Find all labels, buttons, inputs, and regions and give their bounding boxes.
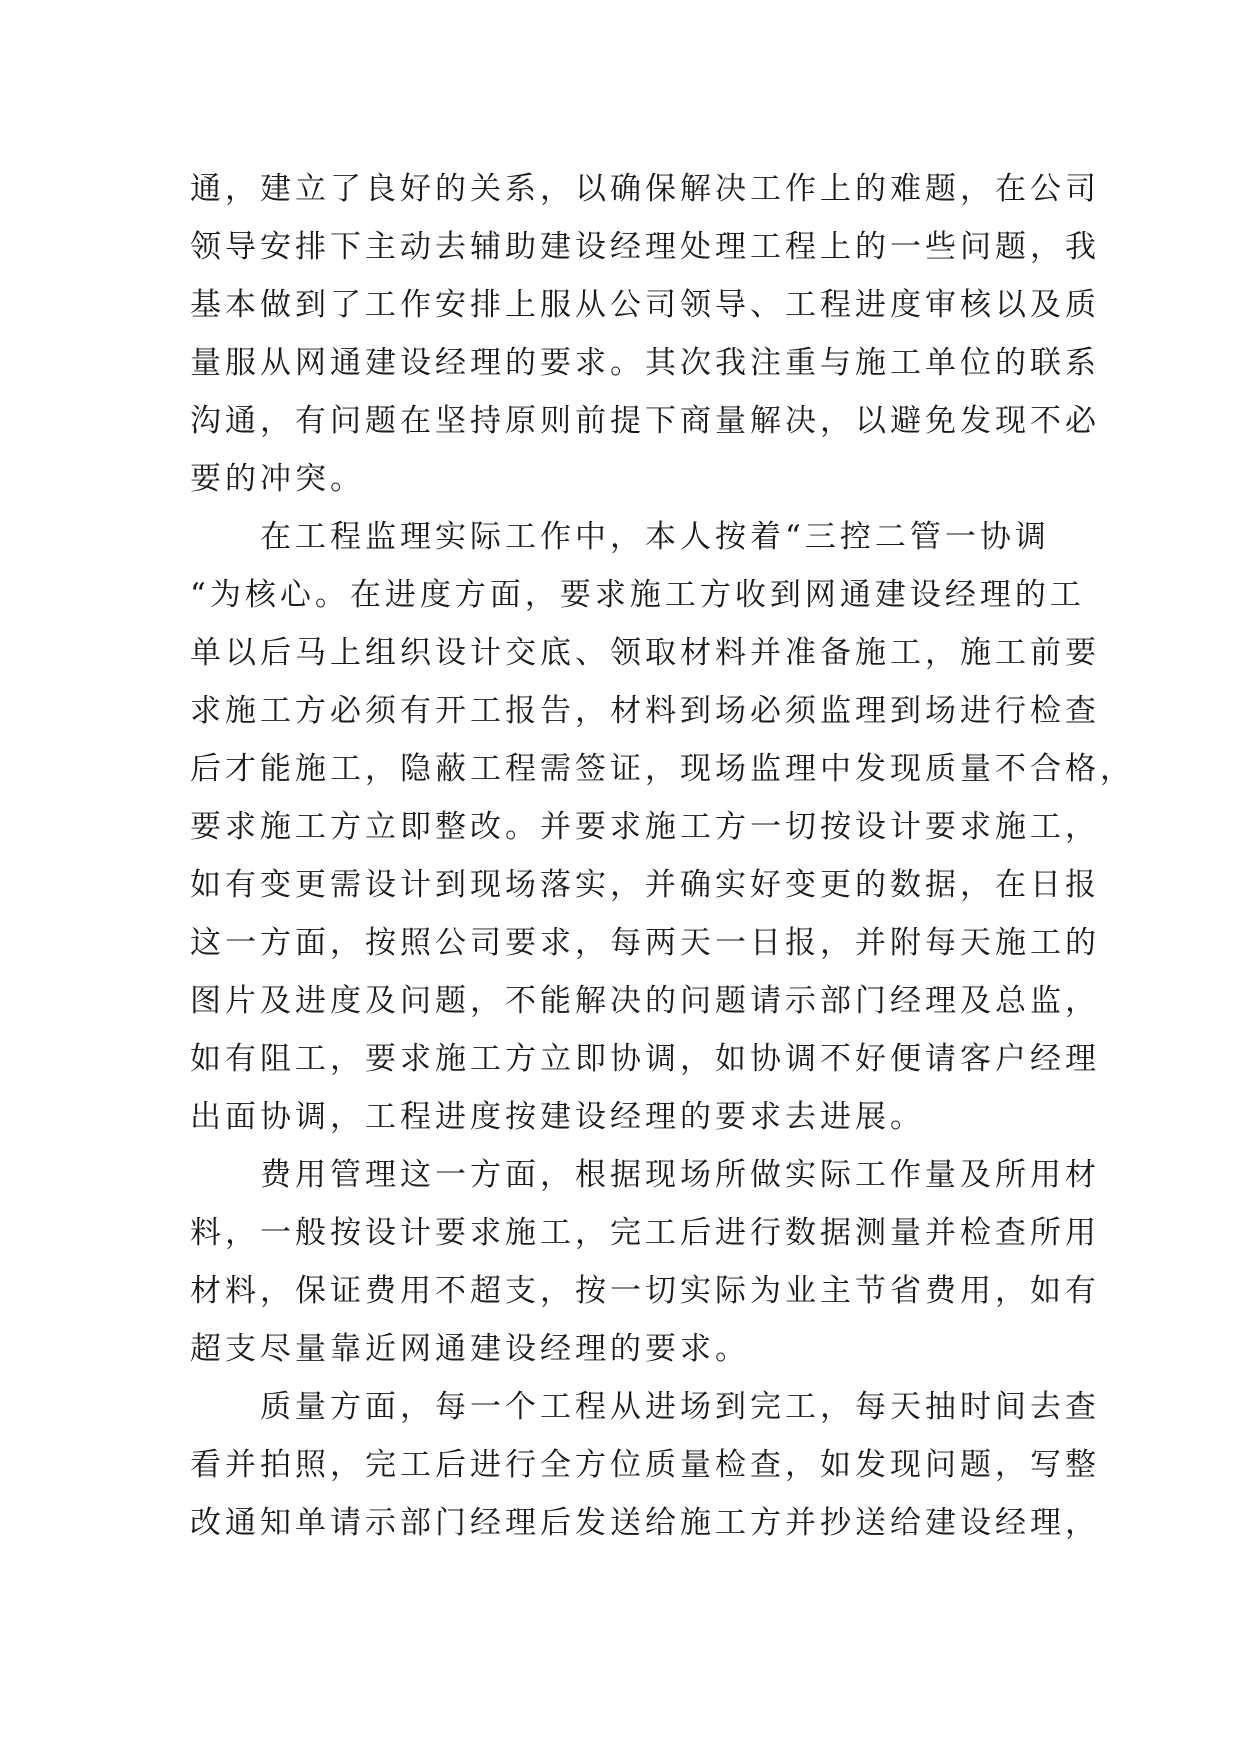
text-line-14: 这一方面，按照公司要求，每两天一日报，并附每天施工的 xyxy=(190,925,1100,961)
text-line-11: 后才能施工，隐蔽工程需签证，现场监理中发现质量不合格， xyxy=(190,751,1135,787)
text-line-9: 单以后马上组织设计交底、领取材料并准备施工，施工前要 xyxy=(190,635,1100,671)
text-line-21: 超支尽量靠近网通建设经理的要求。 xyxy=(190,1331,750,1367)
text-line-13: 如有变更需设计到现场落实，并确实好变更的数据，在日报 xyxy=(190,867,1100,903)
text-line-4: 量服从网通建设经理的要求。其次我注重与施工单位的联系 xyxy=(190,345,1100,381)
text-line-18: 费用管理这一方面，根据现场所做实际工作量及所用材 xyxy=(260,1157,1100,1193)
text-line-5: 沟通，有问题在坚持原则前提下商量解决，以避免发现不必 xyxy=(190,403,1100,439)
text-line-1: 通，建立了良好的关系，以确保解决工作上的难题，在公司 xyxy=(190,171,1100,207)
text-line-12: 要求施工方立即整改。并要求施工方一切按设计要求施工， xyxy=(190,809,1100,845)
text-line-24: 改通知单请示部门经理后发送给施工方并抄送给建设经理， xyxy=(190,1505,1100,1541)
text-line-15: 图片及进度及问题，不能解决的问题请示部门经理及总监， xyxy=(190,983,1100,1019)
text-line-3: 基本做到了工作安排上服从公司领导、工程进度审核以及质 xyxy=(190,287,1100,323)
text-line-2: 领导安排下主动去辅助建设经理处理工程上的一些问题，我 xyxy=(190,229,1100,265)
text-line-6: 要的冲突。 xyxy=(190,461,365,497)
text-line-19: 料，一般按设计要求施工，完工后进行数据测量并检查所用 xyxy=(190,1215,1100,1251)
text-line-8: “为核心。在进度方面，要求施工方收到网通建设经理的工 xyxy=(190,577,1085,613)
text-line-10: 求施工方必须有开工报告，材料到场必须监理到场进行检查 xyxy=(190,693,1100,729)
text-line-16: 如有阻工，要求施工方立即协调，如协调不好便请客户经理 xyxy=(190,1041,1100,1077)
text-line-20: 材料，保证费用不超支，按一切实际为业主节省费用，如有 xyxy=(190,1273,1100,1309)
text-line-7: 在工程监理实际工作中，本人按着“三控二管一协调 xyxy=(260,519,1050,555)
text-line-23: 看并拍照，完工后进行全方位质量检查，如发现问题，写整 xyxy=(190,1447,1100,1483)
document-body xyxy=(190,160,1135,1552)
text-line-17: 出面协调，工程进度按建设经理的要求去进展。 xyxy=(190,1099,925,1135)
text-line-22: 质量方面，每一个工程从进场到完工，每天抽时间去查 xyxy=(260,1389,1100,1425)
